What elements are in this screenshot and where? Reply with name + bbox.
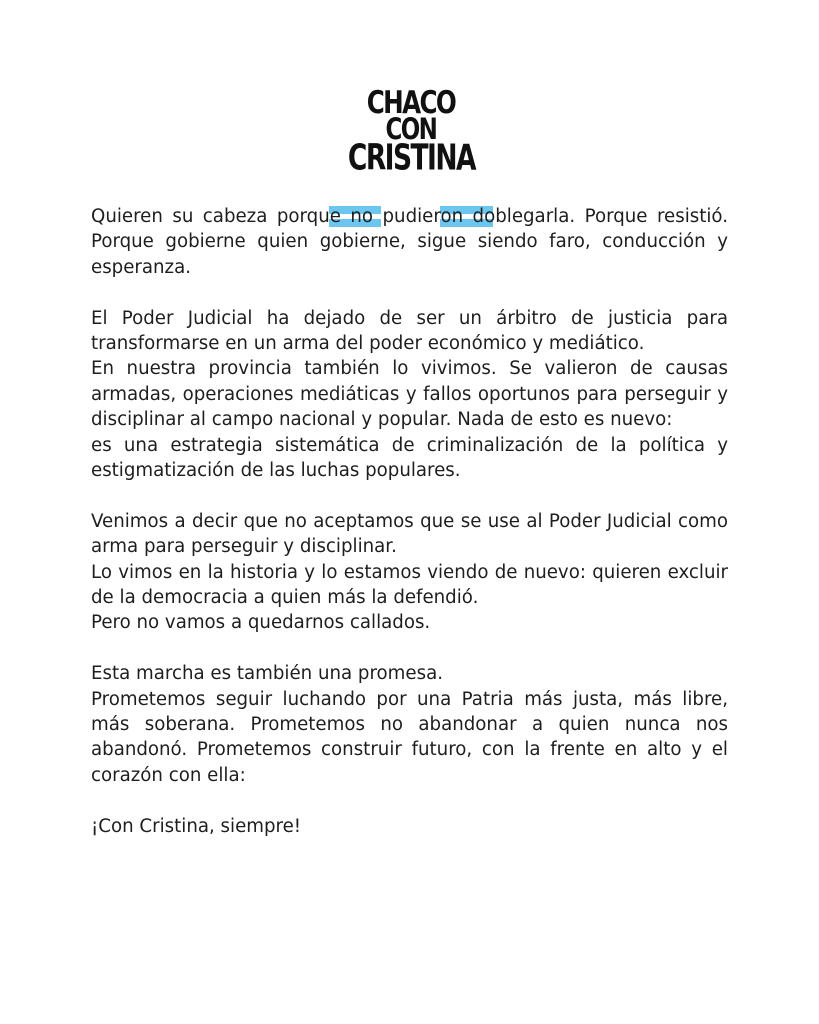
paragraph-5: Venimos a decir que no aceptamos que se use al Poder Judicial como arma para perseguir y disciplinar. [91, 510, 728, 558]
paragraph-9: Prometemos seguir luchando por una Patria más justa, más libre, más soberana. Prometemos no abandonar a quien nunca nos abandonó. Prometemos construir futuro, con la frente en alto y el corazón con ella: [91, 688, 728, 786]
closing-line: ¡Con Cristina, siempre! [91, 815, 302, 837]
paragraph-7: Pero no vamos a quedarnos callados. [91, 612, 431, 634]
chaco-con-cristina-logo [329, 84, 493, 179]
paragraph-6: Lo vimos en la historia y lo estamos viendo de nuevo: quieren excluir de la democracia a quien más la defendió. [91, 561, 728, 609]
paragraph-8: Esta marcha es también una promesa. [91, 663, 443, 685]
paragraph-4: es una estrategia sistemática de criminalización de la política y estigmatización de las luchas populares. [91, 434, 728, 482]
paragraph-2: El Poder Judicial ha dejado de ser un árbitro de justicia para transformarse en un arma del poder económico y mediático. [91, 307, 728, 355]
paragraph-1: Quieren su cabeza porque no pudieron doblegarla. Porque resistió. Porque gobierne quien gobierne, sigue siendo faro, conducción y esperanza. [91, 206, 728, 278]
statement-body [91, 204, 728, 839]
paragraph-3: En nuestra provincia también lo vivimos. Se valieron de causas armadas, operaciones mediáticas y fallos oportunos para perseguir y disciplinar al campo nacional y popular. Nada de esto es nuevo: [91, 358, 728, 431]
logo-word-chaco: CHACO [366, 84, 456, 122]
logo-word-con: CON [385, 111, 437, 147]
logo-word-cristina: CRISTINA [347, 136, 475, 179]
